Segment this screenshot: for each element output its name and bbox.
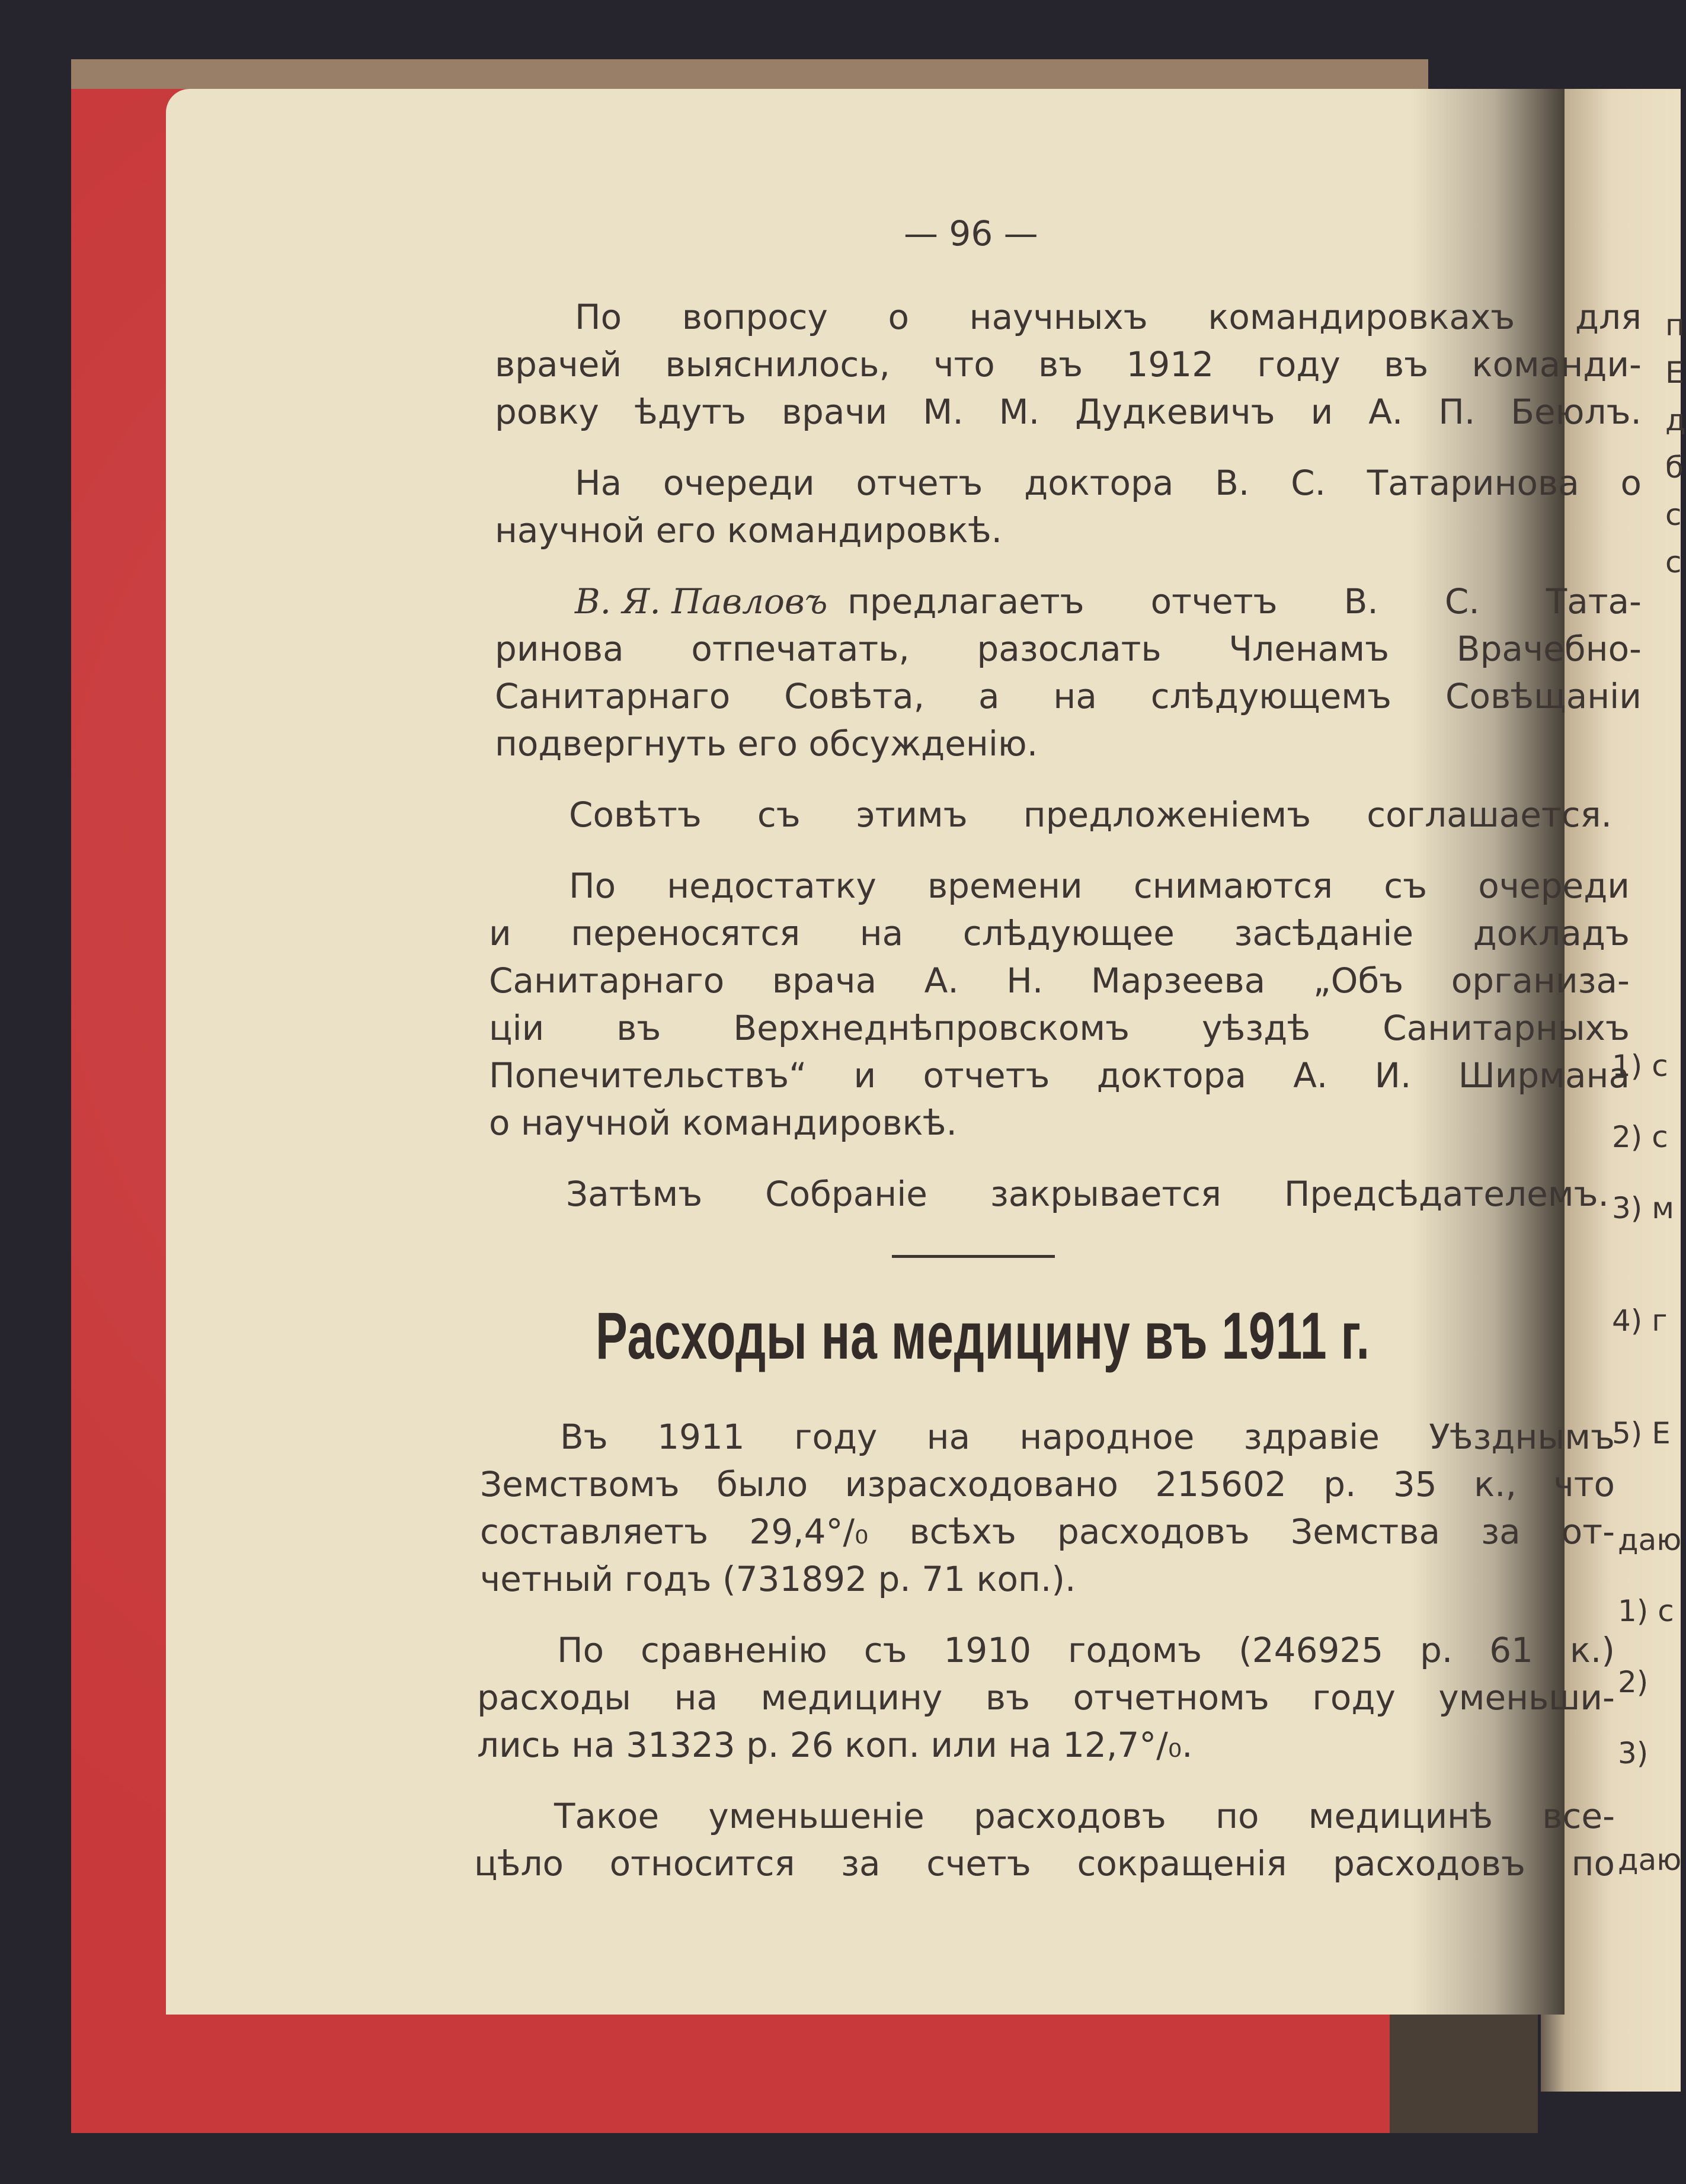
next-page-fragment: Е [1665,356,1684,390]
text-line: предлагаетъ отчетъ В. С. Тата- [847,581,1642,622]
text-line: По недостатку времени снимаются съ очереди [569,866,1630,906]
text-line: расходы на медицину въ отчетномъ году уменьши- [477,1677,1615,1718]
next-page-fragment: 5) Е [1612,1416,1671,1450]
next-page-fragment: 3) [1618,1736,1649,1770]
text-line: научной его командировкѣ. [495,510,1003,550]
next-page-fragment: с [1665,545,1682,579]
page-number: — 96 — [904,213,1038,254]
section-heading: Расходы на медицину въ 1911 г. [596,1299,1370,1373]
next-page-fragment: 1) с [1618,1594,1674,1628]
page-stack-edge [1390,2015,1538,2133]
text-line: Такое уменьшеніе расходовъ по медицинѣ все- [554,1796,1615,1836]
text-line: лись на 31323 р. 26 коп. или на 12,7°/₀. [477,1725,1193,1765]
text-line: Земствомъ было израсходовано 215602 р. 35 к., что [480,1464,1615,1504]
text-line: Въ 1911 году на народное здравіе Уѣзднымъ [560,1417,1615,1457]
next-page-fragment: 3) м [1612,1191,1674,1225]
text-line: Совѣтъ съ этимъ предложеніемъ соглашается. [569,795,1612,835]
text-line: и переносятся на слѣдующее засѣданіе докладъ [489,913,1630,953]
text-line: По вопросу о научныхъ командировкахъ для [575,297,1642,337]
next-page-fragment: 2) [1618,1665,1649,1699]
text-line: врачей выяснилось, что въ 1912 году въ команди- [495,344,1642,385]
next-page-fragment: д [1665,403,1686,437]
text-line: четный годъ (731892 р. 71 коп.). [480,1559,1076,1599]
next-page-fragment: с [1665,498,1682,532]
section-divider [892,1255,1055,1258]
text-line: о научной командировкѣ. [489,1103,957,1143]
text-line: ринова отпечатать, разослать Членамъ Врачебно- [495,629,1642,669]
text-line: На очереди отчетъ доктора В. С. Татаринова о [575,463,1642,503]
text-line: Санитарнаго врача А. Н. Марзеева „Объ организа- [489,960,1630,1001]
text-line: Санитарнаго Совѣта, а на слѣдующемъ Совѣщаніи [495,676,1642,716]
next-page-fragment: 1) с [1612,1049,1668,1083]
next-page-fragment: 2) с [1612,1120,1668,1154]
text-line: Попечительствъ“ и отчетъ доктора А. И. Ширмана [489,1055,1630,1096]
text-line: составляетъ 29,4°/₀ всѣхъ расходовъ Земства за от- [480,1511,1615,1552]
next-page-fragment: б [1665,450,1684,485]
text-line: цѣло относится за счетъ сокращенія расходовъ по [474,1843,1615,1884]
text-line: ціи въ Верхнеднѣпровскомъ уѣздѣ Санитарныхъ [489,1008,1630,1048]
speaker-name: В. Я. Павловъ [575,581,828,622]
next-page-fragment: п [1665,308,1685,342]
next-page-fragment: даю [1618,1843,1682,1877]
next-page-fragment: даю [1618,1523,1682,1557]
text-line: Затѣмъ Собраніе закрывается Предсѣдателемъ. [566,1174,1609,1214]
text-line: По сравненію съ 1910 годомъ (246925 р. 61 к.) [557,1630,1615,1670]
text-line: подвергнуть его обсужденію. [495,723,1038,764]
text-line: ровку ѣдутъ врачи М. М. Дудкевичъ и А. П. Беюлъ. [495,392,1642,432]
next-page-fragment: 4) г [1612,1304,1668,1338]
cover-edge [71,59,1428,89]
